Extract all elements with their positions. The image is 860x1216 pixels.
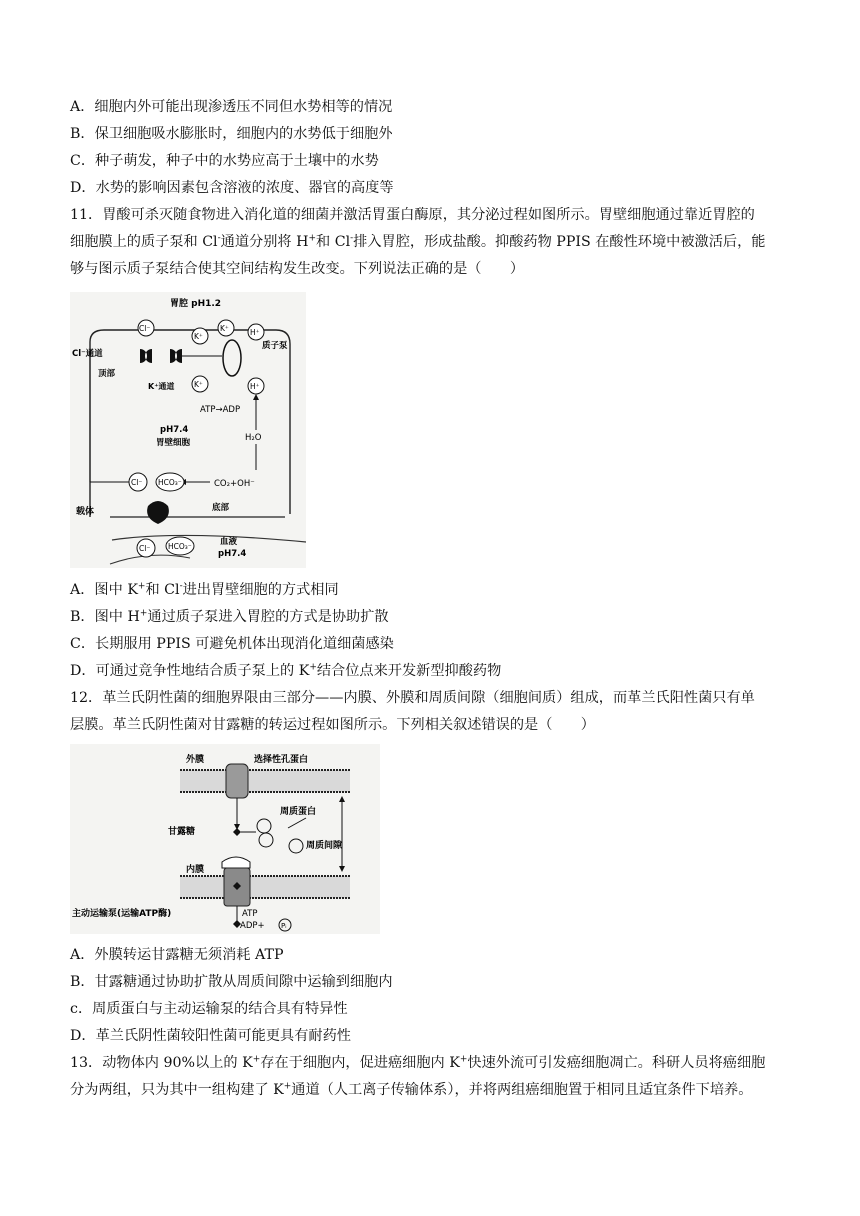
q12-stem-line-2: 层膜。革兰氏阴性菌对甘露糖的转运过程如图所示。下列相关叙述错误的是（ ）	[70, 717, 595, 733]
q11-fig-blood: 血液	[220, 537, 238, 547]
svg-text:HCO₃⁻: HCO₃⁻	[168, 542, 192, 551]
q11-fig-k-channel: K⁺通道	[148, 382, 175, 391]
q12-option-d: D．革兰氏阴性菌较阳性菌可能更具有耐药性	[70, 1028, 351, 1044]
q11-fig-cell-name: 胃壁细胞	[156, 438, 191, 448]
q12-fig-pump: 主动运输泵(运输ATP酶)	[72, 909, 172, 919]
q12-option-a: A．外膜转运甘露糖无须消耗 ATP	[70, 947, 284, 963]
svg-text:HCO₃⁻: HCO₃⁻	[158, 478, 182, 487]
q11-fig-atp: ATP→ADP	[200, 405, 241, 415]
svg-text:H⁺: H⁺	[250, 382, 260, 391]
q10-option-c: C．种子萌发，种子中的水势应高于土壤中的水势	[70, 153, 379, 169]
q11-figure	[70, 292, 306, 568]
q11-fig-basal: 底部	[212, 503, 230, 513]
q12-fig-outer-membrane: 外膜	[186, 755, 205, 765]
q11-fig-proton-pump: 质子泵	[262, 341, 288, 351]
q12-stem-line-1: 12．革兰氏阴性菌的细胞界限由三部分——内膜、外膜和周质间隙（细胞间质）组成，而革兰氏阳性菌只有单	[70, 690, 755, 706]
q10-option-d: D．水势的影响因素包含溶液的浓度、器官的高度等	[70, 180, 394, 196]
q12-fig-periplasm: 周质间隙	[306, 841, 343, 851]
q11-fig-cell-ph: pH7.4	[160, 425, 189, 435]
q11-option-a: A．图中 K+和 Cl-进出胃壁细胞的方式相同	[70, 581, 339, 598]
svg-text:K⁺: K⁺	[194, 380, 203, 389]
svg-text:Cl⁻: Cl⁻	[139, 544, 151, 553]
outer-membrane	[180, 770, 350, 792]
q12-fig-porin: 选择性孔蛋白	[254, 755, 309, 765]
q11-fig-h2o: H₂O	[245, 433, 262, 443]
q11-option-c: C．长期服用 PPIS 可避免机体出现消化道细菌感染	[70, 636, 394, 652]
q11-stem-line-1: 11．胃酸可杀灭随食物进入消化道的细菌并激活胃蛋白酶原，其分泌过程如图所示。胃壁细胞通过靠近胃腔的	[70, 207, 755, 223]
q11-option-b: B．图中 H+通过质子泵进入胃腔的方式是协助扩散	[70, 608, 389, 625]
q11-fig-blood-ph: pH7.4	[218, 549, 247, 559]
q11-stem-line-3: 够与图示质子泵结合使其空间结构发生改变。下列说法正确的是（ ）	[70, 261, 525, 277]
svg-text:K⁺: K⁺	[194, 332, 203, 341]
q12-figure	[70, 744, 380, 934]
q11-fig-carrier: 载体	[76, 507, 95, 517]
q11-stem-line-2: 细胞膜上的质子泵和 Cl-通道分别将 H+和 Cl-排入胃腔，形成盐酸。抑酸药物 PPIS 在酸性环境中被激活后，能	[70, 233, 766, 250]
q12-fig-adp: ADP+	[240, 921, 265, 931]
q12-option-b: B．甘露糖通过协助扩散从周质间隙中运输到细胞内	[70, 974, 393, 990]
q11-fig-cl-channel: Cl⁻通道	[72, 349, 103, 359]
q13-stem-line-2: 分为两组，只为其中一组构建了 K+通道（人工离子传输体系），并将两组癌细胞置于相同且适宜条件下培养。	[70, 1081, 753, 1098]
q10-option-b: B．保卫细胞吸水膨胀时，细胞内的水势低于细胞外	[70, 126, 393, 142]
svg-text:K⁺: K⁺	[220, 324, 229, 333]
svg-text:Cl⁻: Cl⁻	[131, 478, 143, 487]
q11-option-d: D．可通过竞争性地结合质子泵上的 K+结合位点来开发新型抑酸药物	[70, 662, 502, 679]
q12-fig-inner-membrane: 内膜	[186, 865, 205, 875]
inner-membrane	[180, 876, 350, 898]
q12-fig-periplasmic-protein: 周质蛋白	[280, 807, 317, 817]
q11-fig-apical: 顶部	[98, 369, 116, 379]
q13-stem-line-1: 13．动物体内 90%以上的 K+存在于细胞内，促进癌细胞内 K+快速外流可引发癌细胞凋亡。科研人员将癌细胞	[70, 1054, 766, 1071]
q12-fig-pi: Pᵢ	[281, 922, 287, 930]
svg-text:H⁺: H⁺	[250, 328, 260, 337]
q11-fig-lumen-label: 胃腔 pH1.2	[170, 299, 222, 309]
porin-icon	[226, 764, 248, 798]
q10-option-a: A．细胞内外可能出现渗透压不同但水势相等的情况	[70, 99, 393, 115]
q11-fig-co2: CO₂+OH⁻	[214, 479, 255, 489]
svg-text:Cl⁻: Cl⁻	[139, 324, 151, 333]
q12-option-c: c．周质蛋白与主动运输泵的结合具有特异性	[70, 1001, 348, 1017]
q12-fig-atp: ATP	[242, 909, 258, 919]
q12-fig-mannose: 甘露糖	[168, 827, 196, 837]
